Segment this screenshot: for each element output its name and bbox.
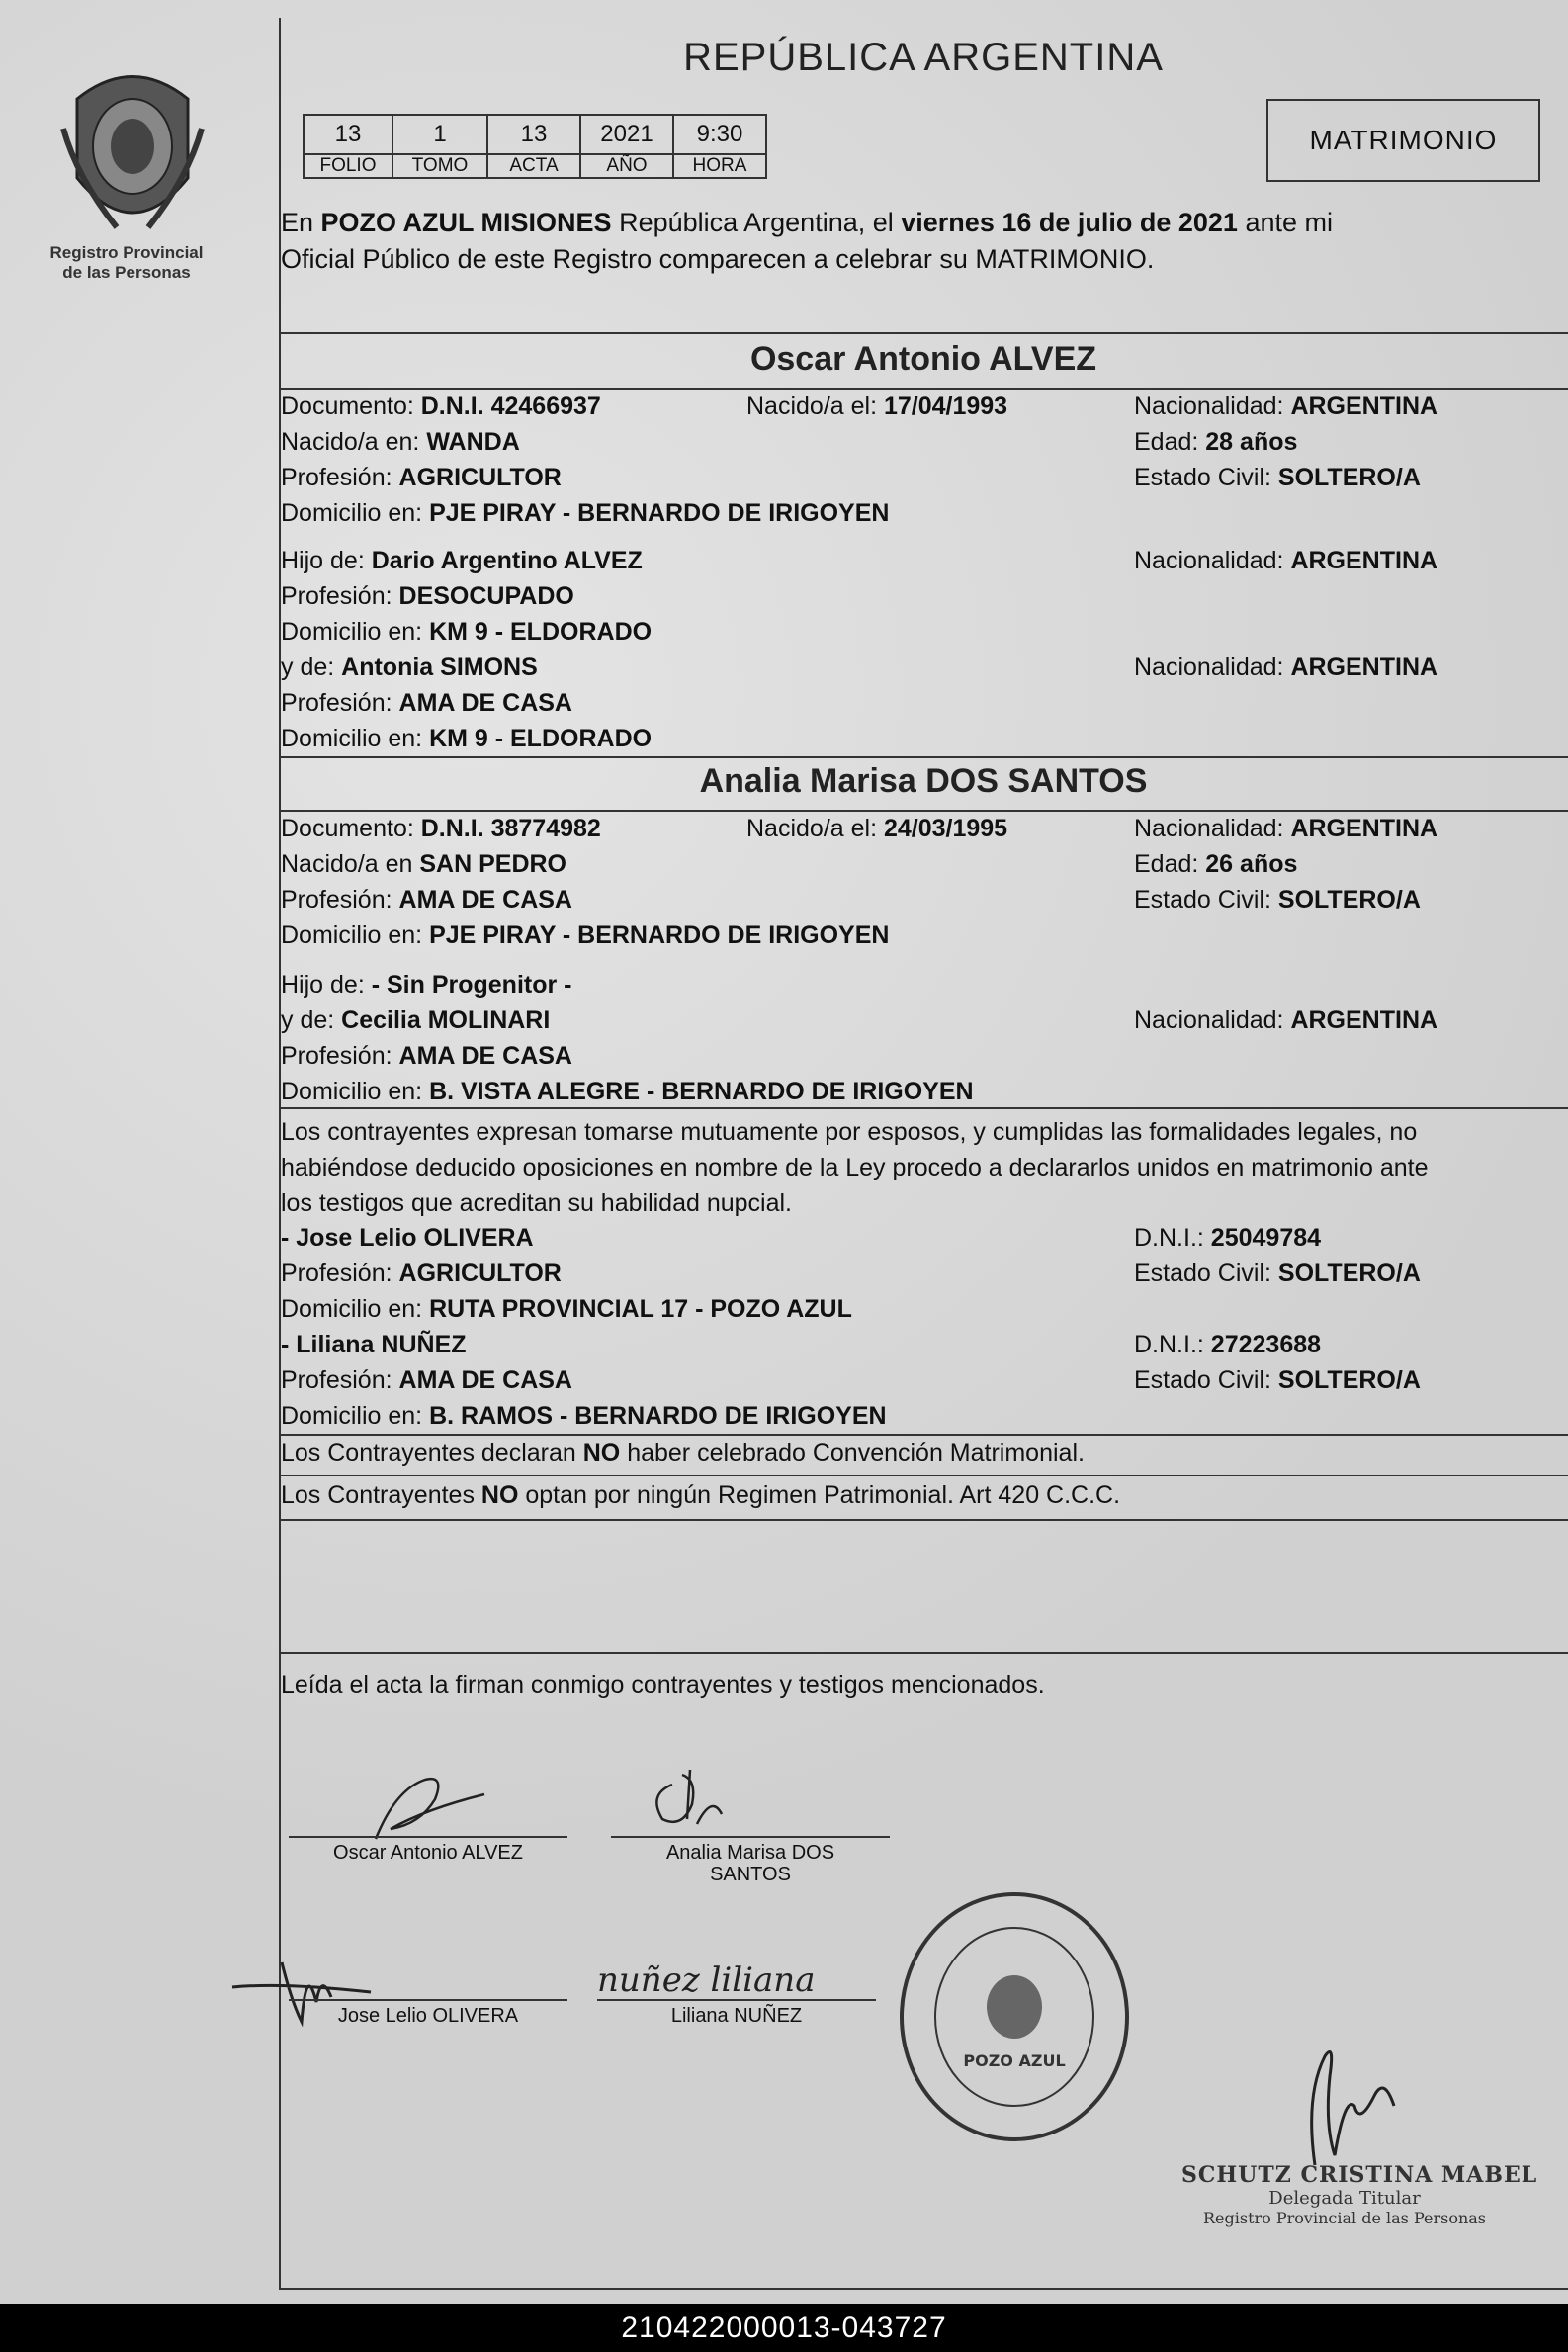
tomo-label: TOMO	[392, 154, 487, 178]
bride-signature-caption: Analia Marisa DOS SANTOS	[665, 1842, 835, 1885]
official-title: Delegada Titular	[1268, 2188, 1421, 2209]
convention-line-1: Los Contrayentes declaran NO haber celebrado Convención Matrimonial.	[281, 1439, 1085, 1467]
registry-stamp	[896, 1888, 1133, 2145]
document-title: REPÚBLICA ARGENTINA	[683, 36, 1164, 79]
registry-table	[303, 114, 767, 179]
acta-value: 13	[487, 115, 580, 154]
bride-signature	[643, 1765, 732, 1839]
registry-label: Registro Provincial de las Personas	[49, 243, 204, 282]
marriage-date: viernes 16 de julio de 2021	[901, 208, 1238, 237]
declaration-text: Los contrayentes expresan tomarse mutuamente por esposos, y cumplidas las formalidades legales, no habiéndose deducido oposiciones en nombre de la Ley procedo a declararlos unidos en matrimonio ante los testigos que acreditan su habilidad nupcial.	[281, 1118, 1429, 1217]
act-type-box	[1266, 99, 1540, 182]
acta-label: ACTA	[487, 154, 580, 178]
official-name: SCHUTZ CRISTINA MABEL	[1181, 2162, 1538, 2188]
groom-name: Oscar Antonio ALVEZ	[749, 340, 1097, 378]
bride-signature-line	[611, 1836, 890, 1838]
witness1-signature-line	[289, 1999, 567, 2001]
witness1-signature-caption: Jose Lelio OLIVERA	[337, 2005, 519, 2027]
groom-signature-line	[289, 1836, 567, 1838]
official-signature	[1275, 2037, 1404, 2175]
official-stamp-text	[1181, 2162, 1538, 2227]
ano-label: AÑO	[580, 154, 673, 178]
marriage-place: POZO AZUL MISIONES	[320, 208, 612, 237]
hora-label: HORA	[673, 154, 766, 178]
witness2-signature-line	[597, 1999, 876, 2001]
bride-name: Analia Marisa DOS SANTOS	[699, 762, 1148, 800]
official-registry: Registro Provincial de las Personas	[1202, 2209, 1487, 2227]
folio-value: 13	[304, 115, 392, 154]
ano-value: 2021	[580, 115, 673, 154]
stamp-center-text: POZO AZUL	[963, 2051, 1066, 2070]
witness2-signature-caption: Liliana NUÑEZ	[670, 2005, 803, 2027]
act-type-label: MATRIMONIO	[1309, 125, 1498, 155]
convention-line-2: Los Contrayentes NO optan por ningún Regimen Patrimonial. Art 420 C.C.C.	[281, 1481, 1121, 1509]
intro-paragraph: En POZO AZUL MISIONES República Argentina, el viernes 16 de julio de 2021 ante mi Oficial Público de este Registro comparecen a celebrar su MATRIMONIO.	[281, 208, 1333, 274]
witness2-signature: nuñez liliana	[597, 1960, 816, 2000]
folio-label: FOLIO	[304, 154, 392, 178]
province-seal-logo	[57, 59, 208, 237]
groom-signature-caption: Oscar Antonio ALVEZ	[333, 1842, 523, 1864]
closing-text: Leída el acta la firman conmigo contrayentes y testigos mencionados.	[281, 1671, 1045, 1699]
document-sheet: Registro Provincial de las Personas REPÚBLICA ARGENTINA 13 1 13 2021 9:30 FOLIO TOMO ACTA AÑO HORA MATRIMONIO En POZO AZUL MISIONES República Argentina, el viernes 16 de julio de 2021 ante mi Oficial Público de este Registro comparecen a celebrar su MATRIMONIO. Oscar Antonio ALVEZ Documento: D.N.I. 42466937 Nacido/a el: 17/04/1993 Nacionalidad: ARGENTINA Nacido/a en: WANDA Edad: 28 años Profesión: AGRICULTOR Estado Civil: SOLTERO/A Domicilio en: PJE PIRAY - BERNARDO DE IRIGOYEN Hijo de: Dario Argentino ALVEZ Nacionalidad: ARGENTINA Profesión: DESOCUPADO Domicilio en: KM 9 - ELDORADO y de: Antonia SIMONS Nacionalidad: ARGENTINA Profesión: AMA DE CASA Domicilio en: KM 9 - ELDORADO Analia Marisa DOS SANTOS Documento: D.N.I. 38774982 Nacido/a el: 24/03/1995 Nacionalidad: ARGENTINA Nacido/a en SAN PEDRO Edad: 26 años Profesión: AMA DE CASA Estado Civil: SOLTERO/A Domicilio en: PJE PIRAY - BERNARDO DE IRIGOYEN Hijo de: - Sin Progenitor - y de: Cecilia MOLINARI Nacionalidad: ARGENTINA Profesión: AMA DE CASA Domicilio en: B. VISTA ALEGRE - BERNARDO DE IRIGOYEN Los contrayentes expresan tomarse mutuamente por esposos, y cumplidas las formalidades legales, no habiéndose deducido oposiciones en nombre de la Ley procedo a declararlos unidos en matrimonio ante los testigos que acreditan su habilidad nupcial. - Jose Lelio OLIVERA D.N.I.: 25049784 Profesión: AGRICULTOR Estado Civil: SOLTERO/A Domicilio en: RUTA PROVINCIAL 17 - POZO AZUL - Liliana NUÑEZ D.N.I.: 27223688 Profesión: AMA DE CASA Estado Civil: SOLTERO/A Domicilio en: B. RAMOS - BERNARDO DE IRIGOYEN Los Contrayentes declaran NO haber celebrado Convención Matrimonial. Los Contrayentes NO optan por ningún Regimen Patrimonial. Art 420 C.C.C. Leída el acta la firman conmigo contrayentes y testigos mencionados. Oscar Antonio ALVEZ Analia Marisa DOS SANTOS Jose Lelio OLIVERA nuñez liliana Liliana NUÑEZ POZO AZUL SCHUTZ CRISTINA MABEL Delegada Titular Registro Provincial de las Personas	[0, 0, 1568, 2304]
document-id-footer: 210422000013-043727	[0, 2304, 1568, 2352]
hora-value: 9:30	[673, 115, 766, 154]
tomo-value: 1	[392, 115, 487, 154]
